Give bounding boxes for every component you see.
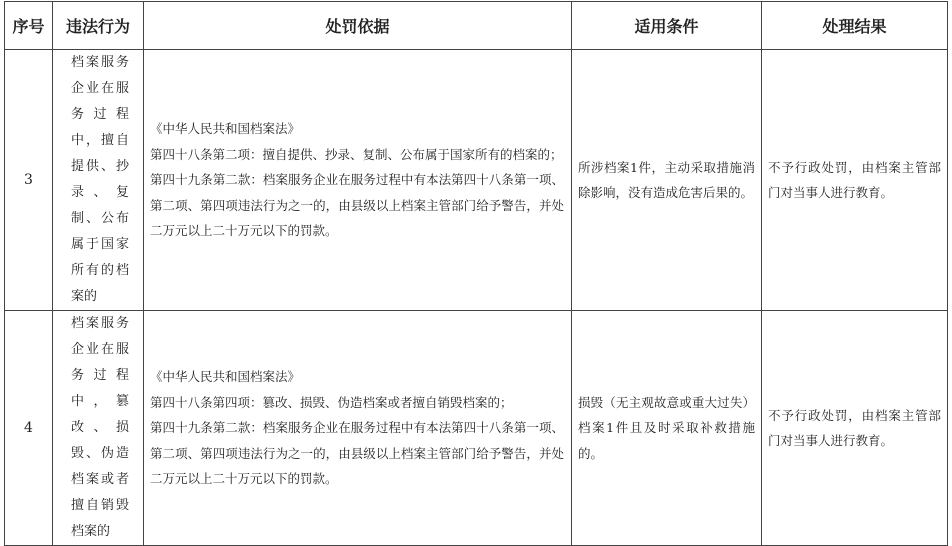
result-cell: 不予行政处罚，由档案主管部门对当事人进行教育。 [762,50,948,311]
condition-cell: 损毁（无主观故意或重大过失）档案1件且及时采取补救措施的。 [572,311,762,546]
basis-law-title: 《中华人民共和国档案法》 [150,121,301,137]
header-condition: 适用条件 [572,2,762,50]
penalty-table [4,1,948,546]
row-number: 4 [5,311,53,546]
violation-cell: 档案服务企业在服务过程中，擅自提供、抄录、复制、公布属于国家所有的档案的 [53,50,144,311]
basis-article: 第四十八条第二项：擅自提供、抄录、复制、公布属于国家所有的档案的； [150,146,563,162]
basis-article: 第四十九条第二款：档案服务企业在服务过程中有本法第四十八条第一项、第二项、第四项违法行为之一的，由县级以上档案主管部门给予警告，并处二万元以上二十万元以下的罚款。 [150,420,564,487]
basis-article: 第四十八条第四项：篡改、损毁、伪造档案或者擅自销毁档案的； [150,394,513,410]
basis-article: 第四十九条第二款：档案服务企业在服务过程中有本法第四十八条第一项、第二项、第四项违法行为之一的，由县级以上档案主管部门给予警告，并处二万元以上二十万元以下的罚款。 [150,172,564,239]
header-basis: 处罚依据 [144,2,572,50]
header-number: 序号 [5,2,53,50]
table-row [5,311,948,546]
condition-cell: 所涉档案1件，主动采取措施消除影响，没有造成危害后果的。 [572,50,762,311]
basis-cell [144,50,572,311]
table-header-row [5,2,948,50]
header-result: 处理结果 [762,2,948,50]
result-cell: 不予行政处罚，由档案主管部门对当事人进行教育。 [762,311,948,546]
violation-cell: 档案服务企业在服务过程中，篡改、损毁、伪造档案或者擅自销毁档案的 [53,311,144,546]
table-row [5,50,948,311]
basis-cell [144,311,572,546]
basis-law-title: 《中华人民共和国档案法》 [150,369,301,385]
header-violation: 违法行为 [53,2,144,50]
row-number: 3 [5,50,53,311]
